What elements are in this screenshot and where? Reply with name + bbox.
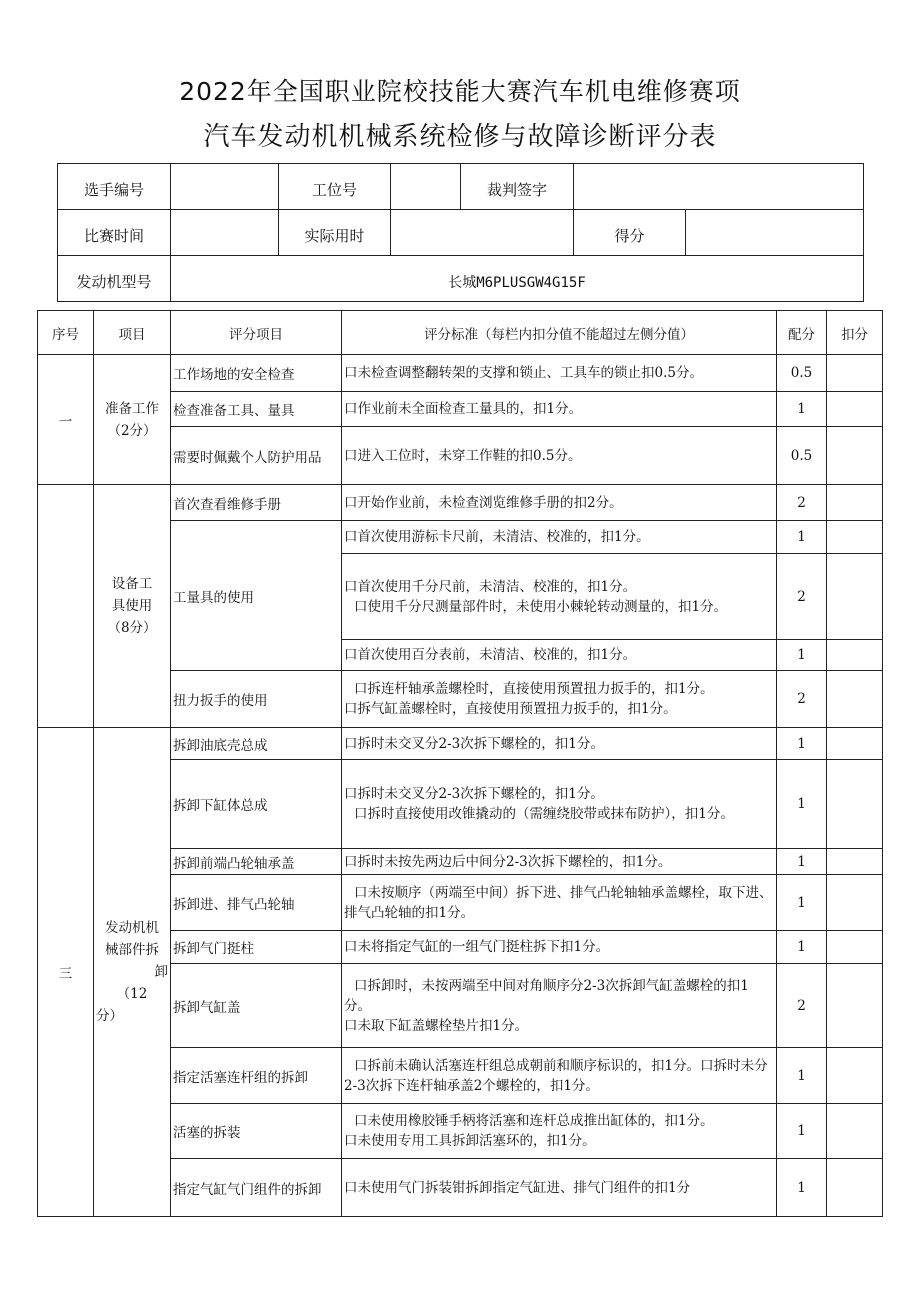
- points: 1: [777, 931, 827, 964]
- match-time-label: 比赛时间: [58, 210, 171, 256]
- eval-standard: 口未检查调整翻转架的支撑和锁止、工具车的锁止扣0.5分。: [342, 355, 777, 392]
- deduct-field[interactable]: [827, 931, 883, 964]
- eval-standard: 口作业前未全面检查工量具的，扣1分。: [342, 392, 777, 427]
- eval-standard: 口拆时未交叉分2-3次拆下螺栓的，扣1分。: [342, 728, 777, 760]
- section-item-line: （12: [116, 986, 148, 1002]
- points: 1: [777, 1048, 827, 1104]
- deduct-field[interactable]: [827, 355, 883, 392]
- eval-item: 检查准备工具、量具: [171, 392, 342, 427]
- eval-item: 指定气缸气门组件的拆卸: [171, 1159, 342, 1217]
- page-title-line1: 2022年全国职业院校技能大赛汽车机电维修赛项: [179, 77, 741, 106]
- eval-item: 拆卸油底壳总成: [171, 728, 342, 760]
- table-row: [38, 728, 883, 760]
- station-no-label: 工位号: [279, 164, 391, 210]
- eval-standard-line: 口拆卸时，未按两端至中间对角顺序分2-3次拆卸气缸盖螺栓的扣1分。: [344, 977, 749, 1014]
- table-row: [38, 355, 883, 392]
- eval-standard: [342, 554, 777, 640]
- eval-standard: 口进入工位时，未穿工作鞋的扣0.5分。: [342, 427, 777, 485]
- points: 1: [777, 1104, 827, 1159]
- points: 2: [777, 554, 827, 640]
- header-row: [38, 311, 883, 355]
- header-points: 配分: [777, 311, 827, 355]
- deduct-field[interactable]: [827, 964, 883, 1048]
- page-title-line2: 汽车发动机机械系统检修与故障诊断评分表: [203, 122, 717, 152]
- header-deduct: 扣分: [827, 311, 883, 355]
- section-item-line: 分）: [96, 1008, 123, 1024]
- judge-sign-field[interactable]: [574, 164, 864, 210]
- deduct-field[interactable]: [827, 760, 883, 849]
- eval-standard: [342, 760, 777, 849]
- deduct-field[interactable]: [827, 640, 883, 671]
- section-item-line: （2分）: [107, 422, 157, 439]
- contestant-no-label: 选手编号: [58, 164, 171, 210]
- section-item-line: （8分）: [107, 620, 157, 636]
- section-no: [38, 485, 94, 728]
- eval-standard: 口未按顺序（两端至中间）拆下进、排气凸轮轴轴承盖螺栓，取下进、排气凸轮轴的扣1分。: [342, 875, 777, 931]
- judge-sign-label: 裁判签字: [461, 164, 574, 210]
- eval-standard-line: 口拆连杆轴承盖螺栓时，直接使用预置扭力扳手的，扣1分。: [354, 681, 714, 697]
- deduct-field[interactable]: [827, 1048, 883, 1104]
- eval-standard-line: 口未取下缸盖螺栓垫片扣1分。: [344, 1017, 529, 1034]
- eval-item: 拆卸气缸盖: [171, 964, 342, 1048]
- section-item-line: 发动机机: [105, 920, 159, 936]
- eval-item: 工作场地的安全检查: [171, 355, 342, 392]
- header-no: 序号: [38, 311, 94, 355]
- deduct-field[interactable]: [827, 427, 883, 485]
- actual-time-field[interactable]: [391, 210, 574, 256]
- eval-standard: [342, 964, 777, 1048]
- section-item: [94, 728, 171, 1217]
- points: 0.5: [777, 355, 827, 392]
- engine-model-value: 长城M6PLUSGW4G15F: [171, 256, 864, 302]
- section-item-line: 具使用: [111, 598, 153, 614]
- eval-standard: 口首次使用百分表前，未清洁、校准的，扣1分。: [342, 640, 777, 671]
- eval-standard-line: 口拆气缸盖螺栓时，直接使用预置扭力扳手的，扣1分。: [344, 701, 677, 717]
- eval-standard-line: 口拆时未交叉分2-3次拆下螺栓的，扣1分。: [344, 786, 604, 802]
- section-item-line: 准备工作: [105, 400, 159, 417]
- points: 1: [777, 728, 827, 760]
- eval-standard-line: 口拆时直接使用改锥撬动的（需缠绕胶带或抹布防护），扣1分。: [354, 806, 734, 822]
- points: 2: [777, 485, 827, 521]
- points: 1: [777, 640, 827, 671]
- eval-item: 首次查看维修手册: [171, 485, 342, 521]
- eval-standard: 口未将指定气缸的一组气门挺柱拆下扣1分。: [342, 931, 777, 964]
- section-item-line: 械部件拆: [105, 942, 159, 958]
- eval-item: 拆卸进、排气凸轮轴: [171, 875, 342, 931]
- points: 1: [777, 760, 827, 849]
- table-row: [38, 485, 883, 521]
- deduct-field[interactable]: [827, 521, 883, 554]
- info-table: [57, 163, 864, 302]
- eval-standard: 口拆前未确认活塞连杆组总成朝前和顺序标识的，扣1分。口拆时未分2-3次拆下连杆轴承盖2个螺栓的，扣1分。: [342, 1048, 777, 1104]
- points: 1: [777, 521, 827, 554]
- section-no: 一: [38, 355, 94, 485]
- points: 2: [777, 671, 827, 728]
- points: 0.5: [777, 427, 827, 485]
- eval-item: 拆卸前端凸轮轴承盖: [171, 849, 342, 875]
- points: 2: [777, 964, 827, 1048]
- eval-item: 拆卸下缸体总成: [171, 760, 342, 849]
- deduct-field[interactable]: [827, 392, 883, 427]
- eval-item: 工量具的使用: [171, 521, 342, 671]
- match-time-field[interactable]: [171, 210, 279, 256]
- eval-standard-line: 口未使用橡胶锤手柄将活塞和连杆总成推出缸体的，扣1分。: [354, 1113, 714, 1129]
- station-no-field[interactable]: [391, 164, 461, 210]
- eval-standard: 口未使用气门拆装钳拆卸指定气缸进、排气门组件的扣1分: [342, 1159, 777, 1217]
- eval-standard: [342, 671, 777, 728]
- deduct-field[interactable]: [827, 671, 883, 728]
- eval-standard-line: 口首次使用千分尺前，未清洁、校准的，扣1分。: [344, 578, 637, 595]
- contestant-no-field[interactable]: [171, 164, 279, 210]
- section-item-line: 设备工: [111, 576, 153, 592]
- deduct-field[interactable]: [827, 875, 883, 931]
- section-item: [94, 355, 171, 485]
- eval-standard: [342, 1104, 777, 1159]
- eval-standard-line: 口使用千分尺测量部件时，未使用小棘轮转动测量的，扣1分。: [354, 598, 728, 615]
- eval-item: 指定活塞连杆组的拆卸: [171, 1048, 342, 1104]
- score-label: 得分: [574, 210, 686, 256]
- scoring-table: [37, 310, 883, 1217]
- eval-item: 拆卸气门挺柱: [171, 931, 342, 964]
- deduct-field[interactable]: [827, 728, 883, 760]
- points: 1: [777, 849, 827, 875]
- eval-standard: 口首次使用游标卡尺前，未清洁、校准的，扣1分。: [342, 521, 777, 554]
- deduct-field[interactable]: [827, 554, 883, 640]
- points: 1: [777, 1159, 827, 1217]
- eval-standard: 口开始作业前，未检查浏览维修手册的扣2分。: [342, 485, 777, 521]
- engine-model-label: 发动机型号: [58, 256, 171, 302]
- score-field[interactable]: [686, 210, 864, 256]
- actual-time-label: 实际用时: [279, 210, 391, 256]
- points: 1: [777, 875, 827, 931]
- section-no: 三: [38, 728, 94, 1217]
- header-item: 项目: [94, 311, 171, 355]
- deduct-field[interactable]: [827, 849, 883, 875]
- points: 1: [777, 392, 827, 427]
- header-eval-item: 评分项目: [171, 311, 342, 355]
- header-eval-standard: 评分标准（每栏内扣分值不能超过左侧分值）: [342, 311, 777, 355]
- deduct-field[interactable]: [827, 1159, 883, 1217]
- eval-standard-line: 口未使用专用工具拆卸活塞环的，扣1分。: [344, 1133, 596, 1149]
- eval-item: 需要时佩戴个人防护用品: [171, 427, 342, 485]
- eval-item: 活塞的拆装: [171, 1104, 342, 1159]
- section-item: [94, 485, 171, 728]
- section-item-line: 卸: [154, 964, 168, 980]
- eval-standard: 口拆时未按先两边后中间分2-3次拆下螺栓的，扣1分。: [342, 849, 777, 875]
- deduct-field[interactable]: [827, 485, 883, 521]
- deduct-field[interactable]: [827, 1104, 883, 1159]
- eval-item: 扭力扳手的使用: [171, 671, 342, 728]
